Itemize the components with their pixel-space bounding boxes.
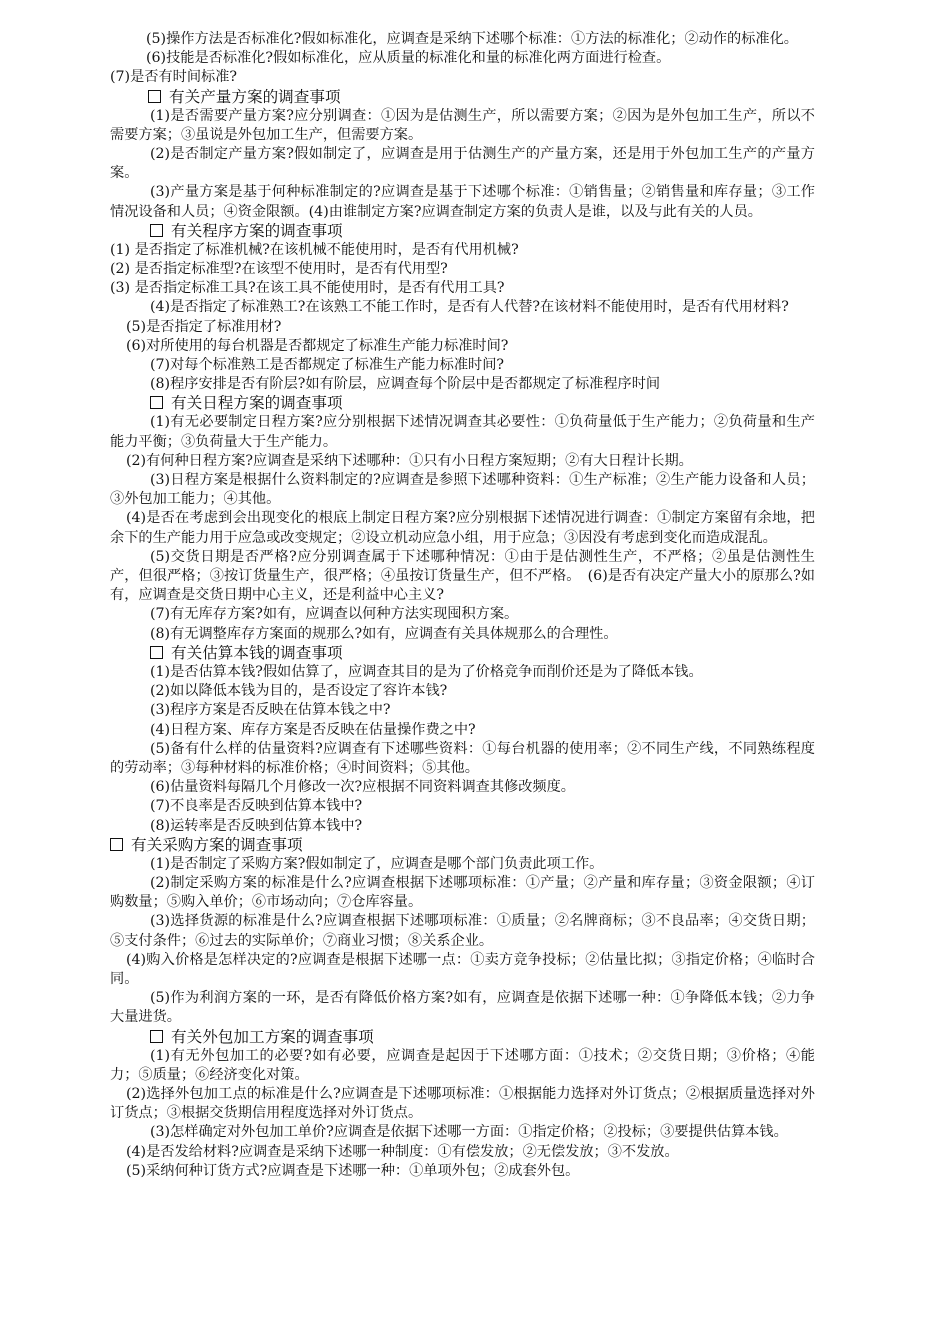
paragraph: (7)有无库存方案?如有，应调查以何种方法实现囤积方案。 xyxy=(150,606,519,623)
paragraph: (6)估量资料每隔几个月修改一次?应根据不同资料调查其修改频度。 xyxy=(150,779,575,796)
section-heading xyxy=(110,836,815,855)
paragraph: (4)是否发给材料?应调查是采纳下述哪一种制度：①有偿发放；②无偿发放；③不发放。 xyxy=(126,1143,679,1160)
paragraph: (1)有无必要制定日程方案?应分别根据下述情况调查其必要性：①负荷量低于生产能力；②负荷量和生产能力平衡；③负荷量大于生产能力。 xyxy=(110,414,815,450)
paragraph: (1)是否估算本钱?假如估算了，应调查其目的是为了价格竞争而削价还是为了降低本钱。 xyxy=(150,663,703,680)
document-section xyxy=(110,30,815,88)
document-section xyxy=(110,836,815,1028)
paragraph: (2)有何种日程方案?应调查是采纳下述哪种：①只有小日程方案短期；②有大日程计长期。 xyxy=(126,452,693,469)
paragraph: (7)是否有时间标准? xyxy=(110,69,238,86)
checkbox-square-icon xyxy=(150,646,163,659)
section-heading xyxy=(110,644,815,663)
paragraph: (3)日程方案是根据什么资料制定的?应调查是参照下述哪种资料：①生产标准；②生产能力设备和人员；③外包加工能力；④其他。 xyxy=(110,472,815,508)
paragraph: (3)程序方案是否反映在估算本钱之中? xyxy=(150,702,391,719)
document-section xyxy=(110,88,815,222)
document-section xyxy=(110,1028,815,1181)
section-heading-text: 有关程序方案的调查事项 xyxy=(171,221,343,240)
document-section xyxy=(110,222,815,395)
paragraph: (2)是否制定产量方案?假如制定了，应调查是用于估测生产的产量方案，还是用于外包加工生产的产量方案。 xyxy=(110,146,815,182)
paragraph: (7)不良率是否反映到估算本钱中? xyxy=(150,798,363,815)
section-heading xyxy=(110,88,815,107)
section-heading-text: 有关日程方案的调查事项 xyxy=(171,394,343,413)
paragraph: (4)是否在考虑到会出现变化的根底上制定日程方案?应分别根据下述情况进行调查：①制定方案留有余地，把余下的生产能力用于应急或改变规定；②设立机动应急小组，用于应急；③因没有考虑到变化而造成混乱。 xyxy=(110,510,815,546)
paragraph: (3) 是否指定标准工具?在该工具不能使用时，是否有代用工具? xyxy=(110,280,505,297)
paragraph: (4)购入价格是怎样决定的?应调查是根据下述哪一点：①卖方竞争投标；②估量比拟；③指定价格；④临时合同。 xyxy=(110,951,815,987)
paragraph: (8)有无调整库存方案面的规那么?如有，应调查有关具体规那么的合理性。 xyxy=(150,625,618,642)
paragraph: (2)选择外包加工点的标准是什么?应调查是下述哪项标准：①根据能力选择对外订货点；②根据质量选择对外订货点；③根据交货期信用程度选择对外订货点。 xyxy=(110,1085,815,1122)
paragraph: (5)交货日期是否严格?应分别调查属于下述哪种情况：①由于是估测性生产，不严格；②虽是估测性生产，但很严格；③按订货量生产，很严格；④虽按订货量生产，但不严格。 (6)是否有决定产量大小的原那么?如有，应调查是交货日期中心主义，还是利益中心主义? xyxy=(110,548,815,604)
paragraph: (1) 是否指定了标准机械?在该机械不能使用时，是否有代用机械? xyxy=(110,241,519,258)
section-heading-text: 有关估算本钱的调查事项 xyxy=(171,643,343,662)
paragraph: (1)是否需要产量方案?应分别调查：①因为是估测生产，所以需要方案；②因为是外包加工生产，所以不需要方案；③虽说是外包加工生产，但需要方案。 xyxy=(110,107,815,143)
section-heading xyxy=(110,222,815,241)
paragraph: (2) 是否指定标准型?在该型不使用时，是否有代用型? xyxy=(110,261,448,278)
paragraph: (5)采纳何种订货方式?应调查是下述哪一种：①单项外包；②成套外包。 xyxy=(126,1162,580,1179)
paragraph: (6)技能是否标准化?假如标准化，应从质量的标准化和量的标准化两方面进行检查。 xyxy=(146,50,671,67)
section-heading xyxy=(110,394,815,413)
paragraph: (3)选择货源的标准是什么?应调查根据下述哪项标准：①质量；②名牌商标；③不良品率；④交货日期；⑤支付条件；⑥过去的实际单价；⑦商业习惯；⑧关系企业。 xyxy=(110,913,815,949)
document-section xyxy=(110,644,815,836)
document-section xyxy=(110,394,815,643)
checkbox-square-icon xyxy=(150,224,163,237)
paragraph: (5)是否指定了标准用材? xyxy=(126,318,282,335)
section-heading xyxy=(110,1028,815,1047)
paragraph: (7)对每个标准熟工是否都规定了标准生产能力标准时间? xyxy=(150,357,505,374)
checkbox-square-icon xyxy=(110,838,123,851)
paragraph: (5)备有什么样的估量资料?应调查有下述哪些资料：①每台机器的使用率；②不同生产线，不同熟练程度的劳动率；③每种材料的标准价格；④时间资料；⑤其他。 xyxy=(110,740,815,776)
paragraph: (5)操作方法是否标准化?假如标准化，应调查是采纳下述哪个标准：①方法的标准化；②动作的标准化。 xyxy=(146,31,798,47)
paragraph: (1)是否制定了采购方案?假如制定了，应调查是哪个部门负责此项工作。 xyxy=(150,855,604,872)
paragraph: (3)产量方案是基于何种标准制定的?应调查是基于下述哪个标准：①销售量；②销售量和库存量；③工作情况设备和人员；④资金限额。(4)由谁制定方案?应调查制定方案的负责人是谁，以及与此有关的人员。 xyxy=(110,184,815,220)
paragraph: (4)日程方案、库存方案是否反映在估量操作费之中? xyxy=(150,721,476,738)
paragraph: (2)如以降低本钱为目的，是否设定了容许本钱? xyxy=(150,683,448,700)
checkbox-square-icon xyxy=(148,90,161,103)
paragraph: (8)运转率是否反映到估算本钱中? xyxy=(150,817,363,834)
section-heading-text: 有关采购方案的调查事项 xyxy=(131,835,303,854)
paragraph: (1)有无外包加工的必要?如有必要，应调查是起因于下述哪方面：①技术；②交货日期；③价格；④能力；⑤质量；⑥经济变化对策。 xyxy=(110,1047,815,1083)
paragraph: (3)怎样确定对外包加工单价?应调查是依据下述哪一方面：①指定价格；②投标；③要提供估算本钱。 xyxy=(150,1124,788,1141)
paragraph: (8)程序安排是否有阶层?如有阶层，应调查每个阶层中是否都规定了标准程序时间 xyxy=(150,376,661,393)
paragraph: (4)是否指定了标准熟工?在该熟工不能工作时，是否有人代替?在该材料不能使用时，是否有代用材料? xyxy=(150,299,789,316)
checkbox-square-icon xyxy=(150,396,163,409)
checkbox-square-icon xyxy=(150,1030,163,1043)
paragraph: (6)对所使用的每台机器是否都规定了标准生产能力标准时间? xyxy=(126,337,509,354)
section-heading-text: 有关外包加工方案的调查事项 xyxy=(171,1027,374,1046)
paragraph: (5)作为利润方案的一环，是否有降低价格方案?如有，应调查是依据下述哪一种：①争降低本钱；②力争大量进货。 xyxy=(110,990,815,1026)
section-heading-text: 有关产量方案的调查事项 xyxy=(169,87,341,106)
paragraph: (2)制定采购方案的标准是什么?应调查根据下述哪项标准：①产量；②产量和库存量；③资金限额；④订购数量；⑤购入单价；⑥市场动向；⑦仓库容量。 xyxy=(110,874,815,911)
